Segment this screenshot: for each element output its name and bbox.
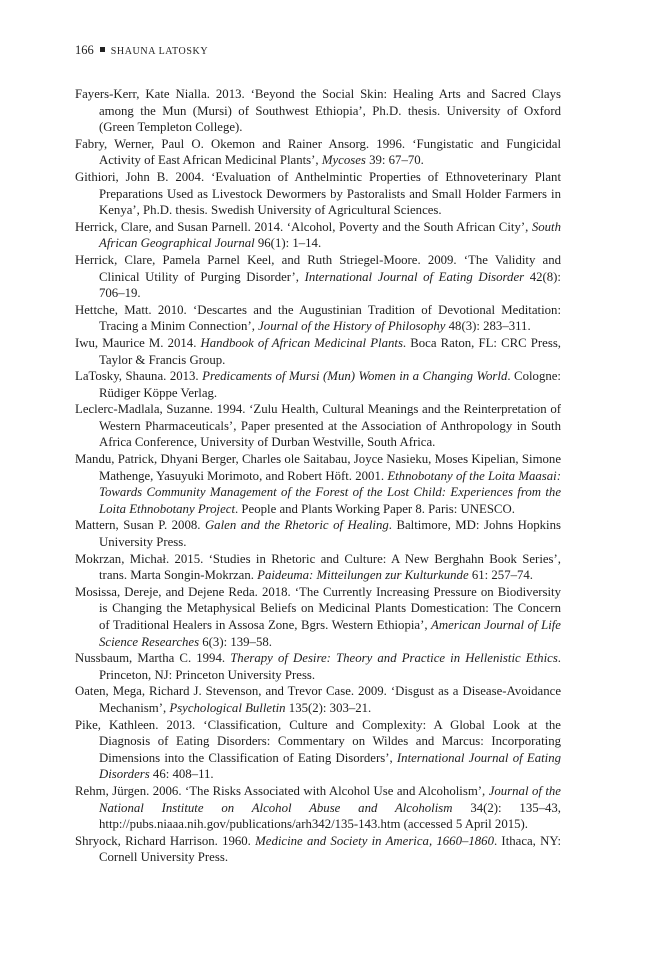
reference-entry	[75, 169, 561, 219]
reference-text: 48(3): 283–311.	[445, 319, 531, 334]
reference-entry	[75, 219, 561, 252]
reference-text: . Boca Raton, FL: CRC Press, Taylor & Francis Group.	[99, 335, 561, 367]
reference-entry	[75, 683, 561, 716]
reference-title-italic: International Journal of Eating Disorders	[99, 750, 561, 782]
reference-text: 6(3): 139–58.	[199, 634, 272, 649]
reference-entry	[75, 401, 561, 451]
reference-entry	[75, 517, 561, 550]
reference-title-italic: Ethnobotany of the Loita Maasai: Towards Community Management of the Forest of the Lost Child: Experiences from the Loita Ethnobotany Project	[99, 468, 561, 516]
reference-title-italic: Medicine and Society in America, 1660–1860	[255, 833, 494, 848]
reference-title-italic: American Journal of Life Science Researches	[99, 618, 561, 649]
reference-text: Fabry, Werner, Paul O. Okemon and Rainer Ansorg. 1996. ‘Fungistatic and Fungicidal Activity of East African Medicinal Plants’,	[75, 136, 561, 168]
reference-entry	[75, 335, 561, 368]
reference-title-italic: Psychological Bulletin	[169, 700, 286, 715]
reference-title-italic: Galen and the Rhetoric of Healing	[204, 518, 389, 533]
reference-title-italic: Journal of the National Institute on Alcohol Abuse and Alcoholism	[99, 783, 561, 815]
reference-title-italic: Mycoses	[321, 153, 366, 168]
reference-text: Mandu, Patrick, Dhyani Berger, Charles ole Saitabau, Joyce Nasieku, Moses Kipelian, Simone Mathenge, Yasuyuki Morimoto, and Robert Höft. 2001.	[75, 452, 561, 483]
reference-text: Herrick, Clare, Pamela Parnel Keel, and Ruth Striegel-Moore. 2009. ‘The Validity and Clinical Utility of Purging Disorder’,	[75, 252, 561, 284]
reference-text: 96(1): 1–14.	[254, 236, 322, 251]
reference-text: . Ithaca, NY: Cornell University Press.	[99, 833, 561, 865]
reference-text: . People and Plants Working Paper 8. Paris: UNESCO.	[235, 501, 515, 516]
reference-title-italic: Journal of the History of Philosophy	[258, 319, 446, 334]
reference-text: LaTosky, Shauna. 2013.	[75, 369, 203, 384]
square-bullet-icon	[100, 47, 105, 52]
reference-text: Mosissa, Dereje, and Dejene Reda. 2018. ‘The Currently Increasing Pressure on Biodiversity is Changing the Metaphysical Beliefs on Medicinal Plants Domestication: The Concern of Traditional Healers in Assosa Zone, Bgrs. Western Ethiopia’,	[75, 584, 561, 632]
reference-entry	[75, 650, 561, 683]
reference-text: Iwu, Maurice M. 2014.	[75, 335, 201, 350]
reference-text: 42(8): 706–19.	[99, 269, 561, 301]
running-head	[75, 42, 208, 60]
reference-entry	[75, 551, 561, 584]
reference-entry	[75, 136, 561, 169]
reference-text: Pike, Kathleen. 2013. ‘Classification, Culture and Complexity: A Global Look at the Diagnosis of Eating Disorders: Commentary on Wildes and Marcus: Incorporating Dimensions into the Classification of Eating Disorders’,	[75, 717, 561, 765]
reference-text: 46: 408–11.	[149, 767, 214, 782]
reference-entry	[75, 783, 561, 833]
reference-text: Mokrzan, Michał. 2015. ‘Studies in Rhetoric and Culture: A New Berghahn Book Series’, trans. Marta Songin-Mokrzan.	[75, 551, 561, 583]
reference-text: Leclerc-Madlala, Suzanne. 1994. ‘Zulu Health, Cultural Meanings and the Reinterpretation of Western Pharmaceuticals’, Paper presented at the Association of Anthropology in South Africa Conference, University of Durban Westville, South Africa.	[75, 402, 561, 450]
reference-text: 39: 67–70.	[365, 153, 424, 168]
reference-title-italic: International Journal of Eating Disorder	[304, 269, 525, 284]
reference-text: Mattern, Susan P. 2008.	[75, 518, 205, 533]
reference-title-italic: Predicaments of Mursi (Mun) Women in a Changing World	[202, 369, 508, 384]
reference-text: Hettche, Matt. 2010. ‘Descartes and the Augustinian Tradition of Devotional Meditation: Tracing a Minim Connection’,	[75, 302, 561, 334]
reference-text: Shryock, Richard Harrison. 1960.	[75, 833, 256, 848]
reference-text: 34(2): 135–43, http://pubs.niaaa.nih.gov/publications/arh342/135-143.htm (accessed 5 April 2015).	[99, 800, 562, 832]
reference-entry	[75, 584, 561, 650]
reference-title-italic: Handbook of African Medicinal Plants	[200, 335, 403, 350]
reference-text: . Princeton, NJ: Princeton University Press.	[99, 651, 561, 682]
reference-title-italic: Therapy of Desire: Theory and Practice in Hellenistic Ethics	[230, 651, 558, 666]
reference-entry	[75, 86, 561, 136]
reference-entry	[75, 302, 561, 335]
reference-text: Fayers-Kerr, Kate Nialla. 2013. ‘Beyond the Social Skin: Healing Arts and Sacred Clays among the Mun (Mursi) of Southwest Ethiopia’, Ph.D. thesis. University of Oxford (Green Templeton College).	[75, 87, 561, 135]
reference-text: 61: 257–74.	[468, 568, 533, 583]
reference-title-italic: Paideuma: Mitteilungen zur Kulturkunde	[257, 568, 469, 583]
reference-entry	[75, 252, 561, 302]
reference-entry	[75, 368, 561, 401]
reference-list	[75, 86, 561, 866]
page-number: 166	[75, 43, 94, 57]
reference-text: Oaten, Mega, Richard J. Stevenson, and Trevor Case. 2009. ‘Disgust as a Disease-Avoidance Mechanism’,	[75, 684, 561, 715]
reference-title-italic: South African Geographical Journal	[99, 219, 561, 251]
reference-entry	[75, 451, 561, 517]
reference-text: Rehm, Jürgen. 2006. ‘The Risks Associated with Alcohol Use and Alcoholism’,	[75, 783, 489, 798]
reference-text: . Baltimore, MD: Johns Hopkins University Press.	[99, 518, 561, 550]
reference-entry	[75, 717, 561, 783]
reference-text: Nussbaum, Martha C. 1994.	[75, 651, 231, 666]
reference-entry	[75, 833, 561, 866]
reference-text: Herrick, Clare, and Susan Parnell. 2014. ‘Alcohol, Poverty and the South African City’,	[75, 219, 532, 234]
reference-text: Githiori, John B. 2004. ‘Evaluation of Anthelmintic Properties of Ethnoveterinary Plant Preparations Used as Livestock Dewormers by Pastoralists and Small Holder Farmers in Kenya’, Ph.D. thesis. Swedish University of Agricultural Sciences.	[75, 169, 561, 218]
reference-text: . Cologne: Rüdiger Köppe Verlag.	[99, 369, 561, 400]
running-head-author: SHAUNA LATOSKY	[110, 46, 209, 57]
reference-text: 135(2): 303–21.	[285, 700, 372, 715]
